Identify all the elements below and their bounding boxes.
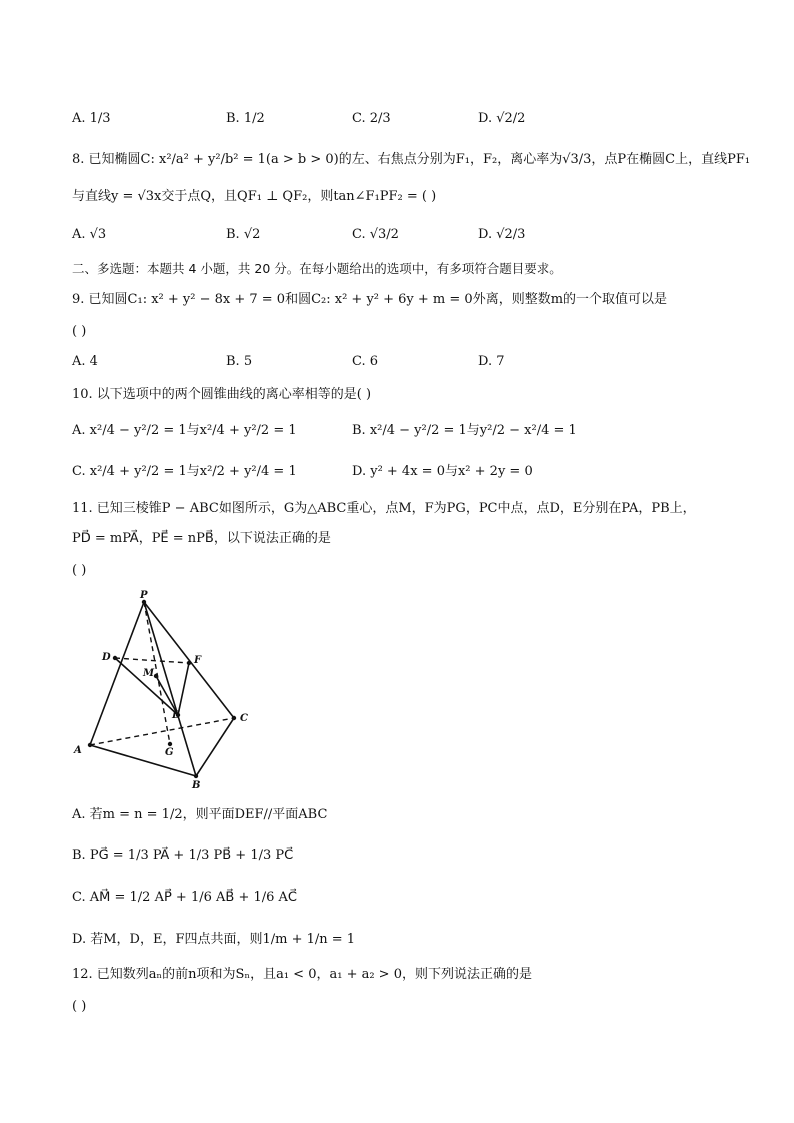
q8-option-c: C. √3/2 <box>352 227 399 242</box>
point-b <box>194 774 198 778</box>
section-heading-multi-choice: 二、多选题：本题共 4 小题，共 20 分。在每小题给出的选项中，有多项符合题目要求。 <box>72 261 562 276</box>
q9-option-d: D. 7 <box>478 354 505 369</box>
q10-option-c: C. x²/4 + y²/2 = 1与x²/2 + y²/4 = 1 <box>72 464 297 479</box>
q9-stem: 9. 已知圆C₁: x² + y² − 8x + 7 = 0和圆C₂: x² + y² + 6y + m = 0外离，则整数m的一个取值可以是 <box>72 292 668 307</box>
label-f: F <box>194 655 202 666</box>
edge-ab <box>90 745 196 776</box>
point-d <box>113 656 117 660</box>
tetrahedron-figure <box>60 590 270 790</box>
q9-option-b: B. 5 <box>226 354 253 369</box>
label-g: G <box>165 747 174 758</box>
q7-option-d: D. √2/2 <box>478 111 526 126</box>
q12-answer-paren: ( ) <box>72 999 87 1014</box>
q11-option-c: C. AM⃗ = 1/2 AP⃗ + 1/6 AB⃗ + 1/6 AC⃗ <box>72 890 297 905</box>
segment-df-hidden <box>115 658 189 663</box>
tetrahedron-diagram <box>60 590 270 790</box>
q9-option-c: C. 6 <box>352 354 379 369</box>
q11-answer-paren: ( ) <box>72 563 87 578</box>
point-f <box>187 661 191 665</box>
edge-ac-hidden <box>90 718 234 745</box>
q12-stem: 12. 已知数列aₙ的前n项和为Sₙ，且a₁ < 0，a₁ + a₂ > 0，则下列说法正确的是 <box>72 967 532 982</box>
label-p: P <box>140 590 148 601</box>
label-d: D <box>102 652 111 663</box>
q7-option-b: B. 1/2 <box>226 111 265 126</box>
q7-option-c: C. 2/3 <box>352 111 391 126</box>
edge-pa <box>90 602 144 745</box>
label-e: E <box>172 710 180 721</box>
point-g <box>168 742 172 746</box>
q7-option-a: A. 1/3 <box>72 111 111 126</box>
q10-stem: 10. 以下选项中的两个圆锥曲线的离心率相等的是( ) <box>72 387 372 402</box>
label-a: A <box>74 745 82 756</box>
edge-pc <box>144 602 234 718</box>
q10-option-b: B. x²/4 − y²/2 = 1与y²/2 − x²/4 = 1 <box>352 423 577 438</box>
label-m: M <box>143 668 155 679</box>
label-b: B <box>192 780 201 790</box>
q10-option-a: A. x²/4 − y²/2 = 1与x²/4 + y²/2 = 1 <box>72 423 297 438</box>
q9-answer-paren: ( ) <box>72 324 87 339</box>
label-c: C <box>240 713 248 724</box>
q9-option-a: A. 4 <box>72 354 98 369</box>
point-c <box>232 716 236 720</box>
edge-ef <box>178 663 189 715</box>
q11-option-d: D. 若M，D，E，F四点共面，则1/m + 1/n = 1 <box>72 932 356 947</box>
q10-option-d: D. y² + 4x = 0与x² + 2y = 0 <box>352 464 533 479</box>
q11-stem-line2: PD⃗ = mPA⃗，PE⃗ = nPB⃗，以下说法正确的是 <box>72 531 331 546</box>
q8-option-b: B. √2 <box>226 227 261 242</box>
point-a <box>88 743 92 747</box>
q8-stem-line1: 8. 已知椭圆C: x²/a² + y²/b² = 1(a > b > 0)的左、右焦点分别为F₁，F₂，离心率为√3/3，点P在椭圆C上，直线PF₁ <box>72 152 751 167</box>
q8-option-a: A. √3 <box>72 227 107 242</box>
q8-stem-line2: 与直线y = √3x交于点Q，且QF₁ ⊥ QF₂，则tan∠F₁PF₂ = ( ) <box>72 189 437 204</box>
q11-stem-line1: 11. 已知三棱锥P − ABC如图所示，G为△ABC重心，点M，F为PG，PC中点，点D，E分别在PA，PB上， <box>72 501 696 516</box>
point-m <box>154 674 158 678</box>
q11-option-a: A. 若m = n = 1/2，则平面DEF//平面ABC <box>72 807 328 822</box>
q8-option-d: D. √2/3 <box>478 227 526 242</box>
edge-bc <box>196 718 234 776</box>
q11-option-b: B. PG⃗ = 1/3 PA⃗ + 1/3 PB⃗ + 1/3 PC⃗ <box>72 848 294 863</box>
